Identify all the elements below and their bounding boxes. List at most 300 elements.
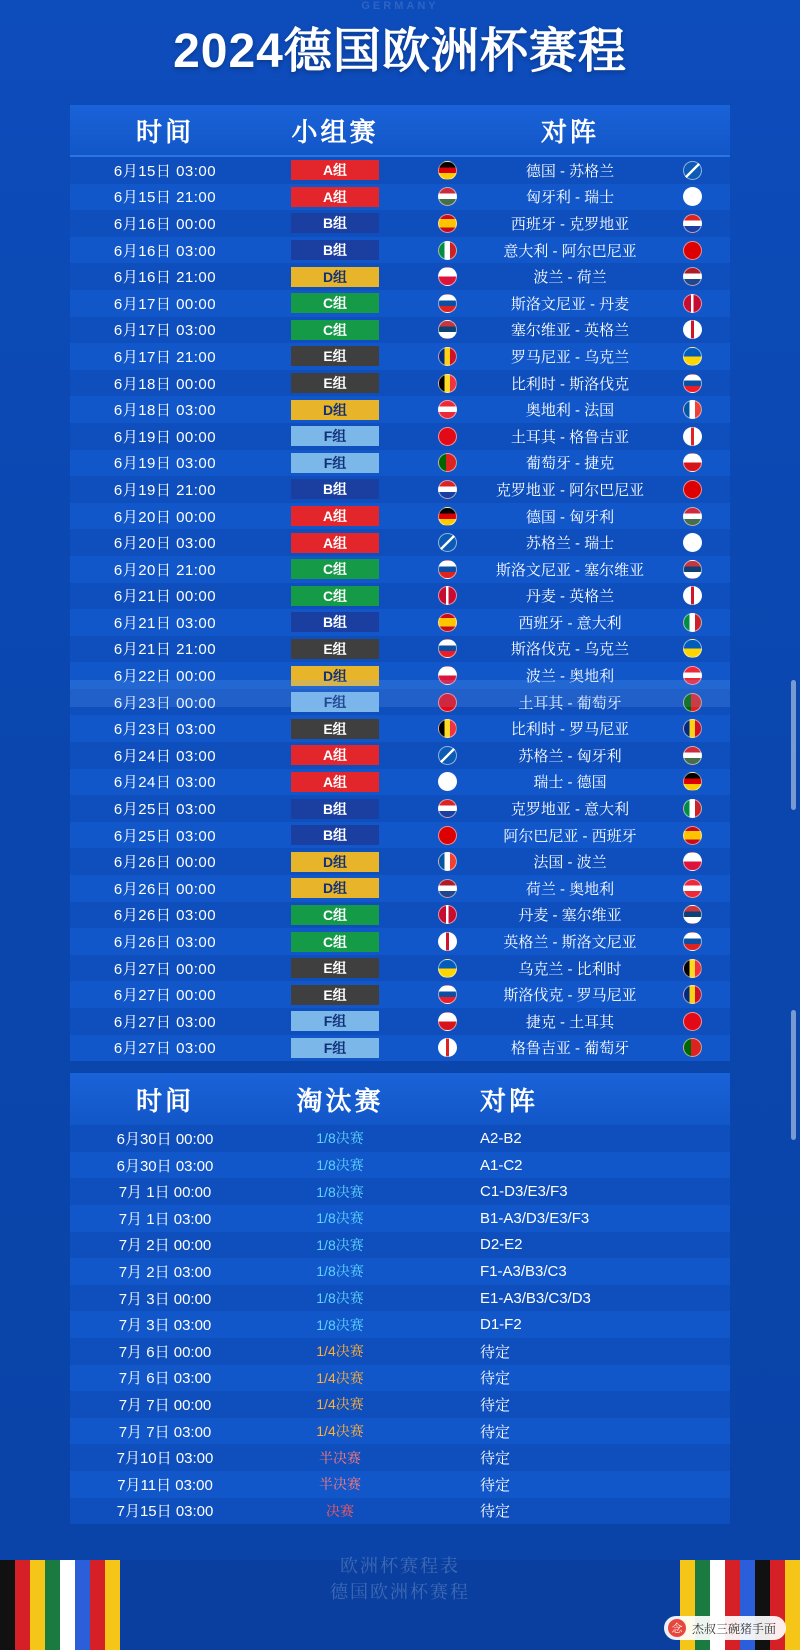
match-time: 6月18日 03:00	[113, 402, 217, 420]
flag-icon-ch	[438, 772, 457, 791]
group-cell	[260, 506, 410, 526]
match-teams: 捷克 - 土耳其	[525, 1013, 615, 1031]
match-teams: 法国 - 波兰	[533, 854, 607, 872]
match-time: 6月25日 03:00	[113, 801, 217, 819]
group-cell	[260, 852, 410, 872]
stage-label: 1/8决赛	[316, 1236, 364, 1253]
flag-icon-pl	[438, 666, 457, 685]
flag-icon-en	[438, 932, 457, 951]
knockout-header-stage: 淘汰赛	[296, 1085, 384, 1116]
group-badge: B组	[291, 612, 379, 632]
match-teams: A1-C2	[480, 1156, 523, 1174]
match-time: 7月 6日 03:00	[118, 1370, 212, 1388]
flag-icon-at	[438, 400, 457, 419]
match-cell	[410, 878, 730, 899]
table-row	[70, 1035, 730, 1062]
match-time: 6月21日 21:00	[113, 641, 217, 659]
match-time: 6月27日 03:00	[113, 1013, 217, 1031]
group-cell	[260, 479, 410, 499]
match-time: 6月15日 03:00	[113, 162, 217, 180]
group-badge: B组	[291, 799, 379, 819]
group-badge: A组	[291, 506, 379, 526]
match-cell	[410, 1011, 730, 1032]
group-badge: F组	[291, 692, 379, 712]
flag-icon-en	[683, 586, 702, 605]
match-teams: 西班牙 - 克罗地亚	[510, 215, 630, 233]
match-teams: 塞尔维亚 - 英格兰	[510, 322, 630, 340]
match-teams: 待定	[480, 1476, 511, 1494]
match-teams: 待定	[480, 1503, 511, 1521]
flag-icon-sco	[438, 533, 457, 552]
match-cell	[410, 931, 730, 952]
table-row	[70, 1391, 730, 1418]
match-cell	[410, 638, 730, 659]
match-time: 6月20日 03:00	[113, 535, 217, 553]
knockout-header-time: 时间	[135, 1085, 194, 1116]
match-teams: 斯洛伐克 - 罗马尼亚	[503, 987, 637, 1005]
match-cell	[410, 479, 730, 500]
table-row	[70, 423, 730, 450]
flag-icon-al	[683, 241, 702, 260]
flag-icon-it	[683, 799, 702, 818]
flag-icon-de	[683, 772, 702, 791]
table-row	[70, 875, 730, 902]
match-teams: 格鲁吉亚 - 葡萄牙	[510, 1040, 630, 1058]
table-row	[70, 1311, 730, 1338]
scrollbar-thumb-lower[interactable]	[791, 1010, 796, 1140]
flag-icon-tr	[438, 427, 457, 446]
stage-label: 半决赛	[319, 1476, 361, 1493]
table-row	[70, 476, 730, 503]
group-badge: A组	[291, 187, 379, 207]
match-teams: 土耳其 - 格鲁吉亚	[510, 428, 630, 446]
flag-icon-it	[683, 613, 702, 632]
group-cell	[260, 692, 410, 712]
table-row	[70, 795, 730, 822]
group-cell	[260, 293, 410, 313]
match-cell	[410, 506, 730, 527]
table-row	[70, 529, 730, 556]
group-cell	[260, 267, 410, 287]
match-cell	[410, 346, 730, 367]
flag-icon-pt	[683, 693, 702, 712]
group-cell	[260, 878, 410, 898]
match-teams: 波兰 - 荷兰	[533, 269, 607, 287]
match-teams: 土耳其 - 葡萄牙	[518, 694, 622, 712]
match-cell	[410, 718, 730, 739]
table-row	[70, 450, 730, 477]
match-teams: D1-F2	[480, 1316, 522, 1334]
match-cell	[410, 665, 730, 686]
match-time: 6月19日 00:00	[113, 428, 217, 446]
flag-icon-ge	[438, 1038, 457, 1057]
flag-icon-si	[683, 932, 702, 951]
table-row	[70, 237, 730, 264]
match-teams: 丹麦 - 英格兰	[525, 588, 615, 606]
match-teams: 奥地利 - 法国	[525, 402, 615, 420]
match-cell	[410, 266, 730, 287]
table-row	[70, 769, 730, 796]
match-time: 7月 6日 00:00	[118, 1343, 212, 1361]
match-teams: 待定	[480, 1423, 511, 1441]
match-time: 6月26日 03:00	[113, 934, 217, 952]
watermark-line-1: 欧洲杯赛程表	[340, 1556, 460, 1576]
match-cell	[410, 373, 730, 394]
group-cell	[260, 373, 410, 393]
knockout-table-header	[70, 1073, 730, 1125]
group-cell	[260, 825, 410, 845]
match-teams: 波兰 - 奥地利	[525, 668, 615, 686]
match-cell	[410, 798, 730, 819]
match-cell	[410, 984, 730, 1005]
group-badge: B组	[291, 240, 379, 260]
group-badge: B组	[291, 213, 379, 233]
flag-icon-ge	[683, 427, 702, 446]
flag-icon-sk	[683, 374, 702, 393]
table-row	[70, 290, 730, 317]
flag-icon-de	[438, 161, 457, 180]
table-row	[70, 1471, 730, 1498]
flag-icon-ro	[438, 347, 457, 366]
match-teams: 意大利 - 阿尔巴尼亚	[503, 242, 637, 260]
table-row	[70, 583, 730, 610]
flag-icon-rs	[438, 320, 457, 339]
flag-icon-es	[683, 826, 702, 845]
flag-icon-ch	[683, 533, 702, 552]
match-time: 7月 1日 00:00	[118, 1184, 212, 1202]
match-cell	[410, 532, 730, 553]
match-teams: 瑞士 - 德国	[533, 774, 607, 792]
flag-icon-sk	[438, 639, 457, 658]
match-time: 6月27日 03:00	[113, 1040, 217, 1058]
group-cell	[260, 586, 410, 606]
group-cell	[260, 958, 410, 978]
match-cell	[410, 293, 730, 314]
country-label: GERMANY	[361, 0, 439, 12]
match-teams: 克罗地亚 - 意大利	[510, 801, 630, 819]
knockout-header-match: 对阵	[480, 1085, 539, 1116]
flag-icon-sco	[438, 746, 457, 765]
group-badge: E组	[291, 639, 379, 659]
flag-icon-ro	[683, 985, 702, 1004]
match-cell	[410, 904, 730, 925]
table-row	[70, 902, 730, 929]
group-badge: E组	[291, 958, 379, 978]
group-badge: C组	[291, 293, 379, 313]
match-teams: 德国 - 苏格兰	[525, 162, 615, 180]
group-badge: F组	[291, 426, 379, 446]
match-cell	[410, 160, 730, 181]
flag-icon-si	[438, 294, 457, 313]
table-row	[70, 1125, 730, 1152]
flag-icon-rs	[683, 560, 702, 579]
match-cell	[410, 958, 730, 979]
group-badge: C组	[291, 905, 379, 925]
match-teams: 德国 - 匈牙利	[525, 508, 615, 526]
match-cell	[410, 452, 730, 473]
match-cell	[410, 692, 730, 713]
flag-icon-sco	[683, 161, 702, 180]
group-cell	[260, 533, 410, 553]
flag-icon-rs	[683, 905, 702, 924]
group-badge: E组	[291, 346, 379, 366]
match-cell	[410, 213, 730, 234]
table-row	[70, 343, 730, 370]
match-teams: 待定	[480, 1450, 511, 1468]
match-time: 7月 2日 03:00	[118, 1263, 212, 1281]
flag-icon-fr	[438, 852, 457, 871]
flag-icon-tr	[438, 693, 457, 712]
group-cell	[260, 1038, 410, 1058]
group-cell	[260, 400, 410, 420]
group-cell	[260, 639, 410, 659]
match-time: 6月16日 21:00	[113, 269, 217, 287]
match-cell	[410, 399, 730, 420]
match-time: 6月15日 21:00	[113, 189, 217, 207]
table-row	[70, 662, 730, 689]
group-badge: D组	[291, 878, 379, 898]
match-time: 6月26日 03:00	[113, 907, 217, 925]
match-teams: 苏格兰 - 匈牙利	[518, 747, 622, 765]
group-badge: D组	[291, 852, 379, 872]
match-time: 6月24日 03:00	[113, 747, 217, 765]
group-cell	[260, 932, 410, 952]
flag-icon-hr	[438, 799, 457, 818]
match-time: 6月23日 03:00	[113, 721, 217, 739]
group-badge: F组	[291, 1011, 379, 1031]
group-cell	[260, 612, 410, 632]
stage-label: 1/8决赛	[316, 1210, 364, 1227]
group-badge: D组	[291, 267, 379, 287]
group-badge: C组	[291, 932, 379, 952]
match-time: 7月 3日 00:00	[118, 1290, 212, 1308]
match-teams: 待定	[480, 1343, 511, 1361]
scrollbar-thumb-upper[interactable]	[791, 680, 796, 810]
match-cell	[410, 240, 730, 261]
page-title: 2024德国欧洲杯赛程	[173, 25, 627, 78]
table-row	[70, 1338, 730, 1365]
group-badge: C组	[291, 320, 379, 340]
stage-label: 1/4决赛	[316, 1396, 364, 1413]
flag-icon-at	[683, 666, 702, 685]
group-header-group: 小组赛	[291, 116, 379, 147]
group-badge: D组	[291, 400, 379, 420]
match-teams: 荷兰 - 奥地利	[525, 880, 615, 898]
table-row	[70, 396, 730, 423]
flag-icon-hu	[683, 746, 702, 765]
match-teams: 斯洛文尼亚 - 塞尔维亚	[495, 561, 645, 579]
match-time: 6月26日 00:00	[113, 880, 217, 898]
flag-icon-fr	[683, 400, 702, 419]
match-time: 6月30日 03:00	[116, 1157, 214, 1175]
match-time: 7月10日 03:00	[116, 1450, 214, 1468]
stage-label: 半决赛	[319, 1449, 361, 1466]
match-cell	[410, 585, 730, 606]
table-row	[70, 263, 730, 290]
group-badge: B组	[291, 479, 379, 499]
match-time: 6月17日 21:00	[113, 348, 217, 366]
group-cell	[260, 799, 410, 819]
flag-icon-pt	[438, 453, 457, 472]
flag-icon-tr	[683, 1012, 702, 1031]
match-teams: 葡萄牙 - 捷克	[525, 455, 615, 473]
match-time: 6月21日 00:00	[113, 588, 217, 606]
table-row	[70, 636, 730, 663]
match-cell	[410, 612, 730, 633]
flag-icon-ua	[683, 347, 702, 366]
knockout-rows	[70, 1125, 730, 1524]
match-cell	[410, 559, 730, 580]
table-row	[70, 317, 730, 344]
match-time: 7月15日 03:00	[116, 1503, 214, 1521]
group-badge: D组	[291, 666, 379, 686]
match-time: 7月 7日 03:00	[118, 1423, 212, 1441]
flag-icon-ro	[683, 719, 702, 738]
match-time: 6月27日 00:00	[113, 987, 217, 1005]
group-cell	[260, 160, 410, 180]
match-teams: D2-E2	[480, 1236, 523, 1254]
match-time: 6月19日 03:00	[113, 455, 217, 473]
match-time: 7月 2日 00:00	[118, 1237, 212, 1255]
stage-label: 1/8决赛	[316, 1316, 364, 1333]
match-teams: 阿尔巴尼亚 - 西班牙	[503, 827, 637, 845]
match-cell	[410, 851, 730, 872]
group-cell	[260, 666, 410, 686]
table-row	[70, 822, 730, 849]
group-stage-rows	[70, 157, 730, 1061]
watermark-line-2: 德国欧洲杯赛程	[330, 1582, 470, 1602]
match-time: 6月17日 03:00	[113, 322, 217, 340]
schedule-board	[70, 105, 730, 1524]
table-row	[70, 955, 730, 982]
match-cell	[410, 771, 730, 792]
match-teams: F1-A3/B3/C3	[480, 1262, 567, 1280]
flag-icon-hu	[683, 507, 702, 526]
table-row	[70, 1498, 730, 1525]
group-cell	[260, 240, 410, 260]
group-badge: A组	[291, 160, 379, 180]
flag-icon-ch	[683, 187, 702, 206]
match-teams: 克罗地亚 - 阿尔巴尼亚	[495, 481, 645, 499]
group-badge: E组	[291, 373, 379, 393]
group-badge: A组	[291, 745, 379, 765]
match-cell	[410, 319, 730, 340]
match-teams: A2-B2	[480, 1129, 522, 1147]
group-badge: A组	[291, 772, 379, 792]
group-badge: E组	[291, 985, 379, 1005]
flag-icon-es	[438, 613, 457, 632]
group-header-time: 时间	[135, 116, 194, 147]
match-time: 6月20日 00:00	[113, 508, 217, 526]
flag-icon-nl	[683, 267, 702, 286]
group-badge: B组	[291, 825, 379, 845]
table-row	[70, 609, 730, 636]
stage-label: 1/8决赛	[316, 1290, 364, 1307]
match-teams: 斯洛文尼亚 - 丹麦	[510, 295, 630, 313]
match-time: 6月24日 03:00	[113, 774, 217, 792]
table-row	[70, 1008, 730, 1035]
account-badge[interactable]	[664, 1616, 786, 1640]
flag-icon-dk	[438, 586, 457, 605]
match-time: 6月23日 00:00	[113, 694, 217, 712]
match-time: 6月16日 00:00	[113, 215, 217, 233]
table-row	[70, 1178, 730, 1205]
flag-icon-al	[683, 480, 702, 499]
group-badge: E组	[291, 719, 379, 739]
match-teams: 丹麦 - 塞尔维亚	[518, 907, 622, 925]
match-teams: E1-A3/B3/C3/D3	[480, 1289, 591, 1307]
flag-icon-cz	[438, 1012, 457, 1031]
stage-label: 1/8决赛	[316, 1130, 364, 1147]
match-teams: 斯洛伐克 - 乌克兰	[510, 641, 630, 659]
flag-icon-be	[683, 959, 702, 978]
group-cell	[260, 719, 410, 739]
table-row	[70, 1232, 730, 1259]
match-time: 7月 3日 03:00	[118, 1317, 212, 1335]
flag-icon-sk	[438, 985, 457, 1004]
match-time: 6月26日 00:00	[113, 854, 217, 872]
match-cell	[410, 426, 730, 447]
match-time: 7月11日 03:00	[117, 1476, 213, 1494]
flag-icon-hr	[683, 214, 702, 233]
flag-icon-be	[438, 374, 457, 393]
match-cell	[410, 1037, 730, 1058]
flag-icon-es	[438, 214, 457, 233]
table-row	[70, 184, 730, 211]
stage-label: 1/8决赛	[316, 1157, 364, 1174]
group-badge: F组	[291, 1038, 379, 1058]
flag-icon-en	[683, 320, 702, 339]
match-time: 7月 1日 03:00	[118, 1210, 212, 1228]
flag-icon-nl	[438, 879, 457, 898]
stage-label: 1/8决赛	[316, 1263, 364, 1280]
table-row	[70, 503, 730, 530]
stage-label: 1/4决赛	[316, 1423, 364, 1440]
match-time: 6月21日 03:00	[113, 614, 217, 632]
flag-icon-pl	[438, 267, 457, 286]
flag-icon-it	[438, 241, 457, 260]
table-row	[70, 981, 730, 1008]
match-time: 6月30日 00:00	[116, 1130, 214, 1148]
flag-icon-dk	[683, 294, 702, 313]
group-cell	[260, 559, 410, 579]
table-row	[70, 848, 730, 875]
group-badge: A组	[291, 533, 379, 553]
match-time: 6月25日 03:00	[113, 827, 217, 845]
group-badge: C组	[291, 586, 379, 606]
match-teams: C1-D3/E3/F3	[480, 1183, 568, 1201]
match-teams: 比利时 - 斯洛伐克	[510, 375, 630, 393]
match-teams: 西班牙 - 意大利	[518, 614, 622, 632]
flag-icon-dk	[438, 905, 457, 924]
table-row	[70, 210, 730, 237]
group-cell	[260, 745, 410, 765]
stage-label: 决赛	[326, 1502, 354, 1519]
stage-label: 1/8决赛	[316, 1183, 364, 1200]
flag-icon-be	[438, 719, 457, 738]
flag-icon-pt	[683, 1038, 702, 1057]
flag-icon-cz	[683, 453, 702, 472]
group-cell	[260, 453, 410, 473]
table-row	[70, 1444, 730, 1471]
group-badge: C组	[291, 559, 379, 579]
match-time: 6月18日 00:00	[113, 375, 217, 393]
table-row	[70, 1365, 730, 1392]
table-row	[70, 556, 730, 583]
match-time: 6月22日 00:00	[113, 668, 217, 686]
group-cell	[260, 346, 410, 366]
match-teams: 待定	[480, 1396, 511, 1414]
